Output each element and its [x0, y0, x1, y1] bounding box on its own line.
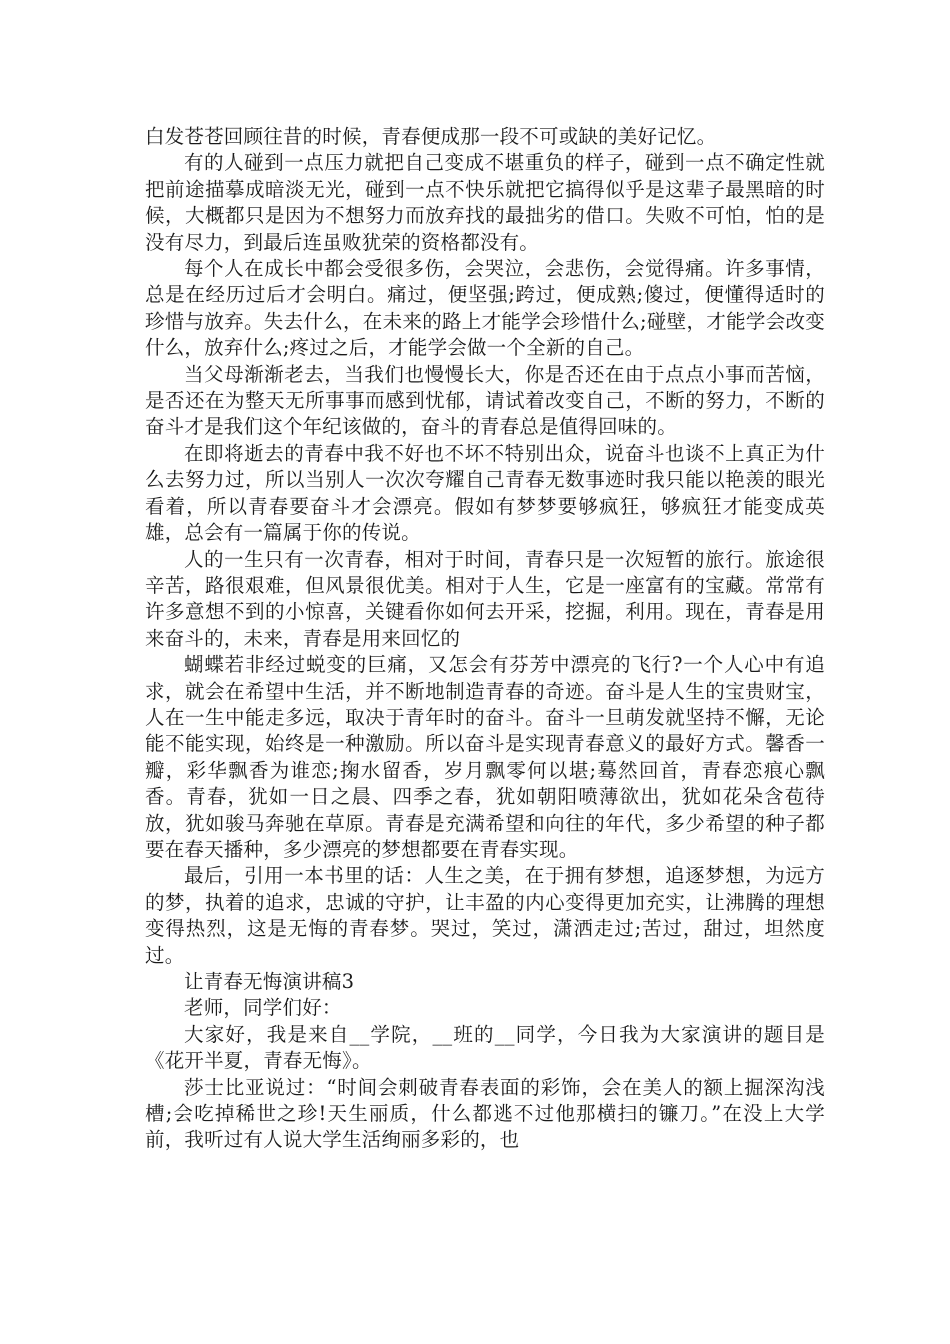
- paragraph-12: 莎士比亚说过：“时间会刺破青春表面的彩饰，会在美人的额上掘深沟浅槽;会吃掉稀世之珍!天生丽质，什么都逃不过他那横扫的镰刀。”在没上大学前，我听过有人说大学生活绚丽多彩的，也: [145, 1075, 825, 1152]
- section-heading: 让青春无悔演讲稿3: [184, 970, 355, 993]
- salutation: 老师，同学们好：: [184, 996, 342, 1020]
- paragraph-4: 当父母渐渐老去，当我们也慢慢长大，你是否还在由于点点小事而苦恼，是否还在为整天无所事事而感到忧郁，请试着改变自己，不断的努力，不断的奋斗才是我们这个年纪该做的，奋斗的青春总是值得回味的。: [145, 362, 825, 439]
- paragraph-1: 白发苍苍回顾往昔的时候，青春便成那一段不可或缺的美好记忆。: [145, 125, 717, 148]
- paragraph-8: 最后，引用一本书里的话：人生之美，在于拥有梦想，追逐梦想，为远方的梦，执着的追求，忠诚的守护，让丰盈的内心变得更加充实，让沸腾的理想变得热烈，这是无悔的青春梦。哭过，笑过，潇洒走过;苦过，甜过，坦然度过。: [145, 864, 825, 967]
- paragraph-5: 在即将逝去的青春中我不好也不坏不特别出众，说奋斗也谈不上真正为什么去努力过，所以当别人一次次夸耀自己青春无数事迹时我只能以艳羡的眼光看着，所以青春要奋斗才会漂亮。假如有梦梦要够疯狂，够疯狂才能变成英雄，总会有一篇属于你的传说。: [145, 441, 825, 545]
- paragraph-2: 有的人碰到一点压力就把自己变成不堪重负的样子，碰到一点不确定性就把前途描摹成暗淡无光，碰到一点不快乐就把它搞得似乎是这辈子最黑暗的时候，大概都只是因为不想努力而放弃找的最拙劣的借口。失败不可怕，怕的是没有尽力，到最后连虽败犹荣的资格都没有。: [145, 151, 825, 254]
- paragraph-6: 人的一生只有一次青春，相对于时间，青春只是一次短暂的旅行。旅途很辛苦，路很艰难，但风景很优美。相对于人生，它是一座富有的宝藏。常常有许多意想不到的小惊喜，关键看你如何去开采，挖掘，利用。现在，青春是用来奋斗的，未来，青春是用来回忆的: [145, 547, 825, 650]
- document-body: [145, 124, 825, 1154]
- paragraph-7: 蝴蝶若非经过蜕变的巨痛，又怎会有芬芳中漂亮的飞行?一个人心中有追求，就会在希望中生活，并不断地制造青春的奇迹。奋斗是人生的宝贵财宝，人在一生中能走多远，取决于青年时的奋斗。奋斗一旦萌发就坚持不懈，无论能不能实现，始终是一种激励。所以奋斗是实现青春意义的最好方式。馨香一瓣，彩华飘香为谁恋;掬水留香，岁月飘零何以堪;蓦然回首，青春恋痕心飘香。青春，犹如一日之晨、四季之春，犹如朝阳喷薄欲出，犹如花朵含苞待放，犹如骏马奔驰在草原。青春是充满希望和向往的年代，多少希望的种子都要在春天播种，多少漂亮的梦想都要在青春实现。: [145, 653, 825, 861]
- paragraph-11: 大家好，我是来自__学院，__班的__同学，今日我为大家演讲的题目是《花开半夏，青春无悔》。: [145, 1022, 825, 1073]
- paragraph-3: 每个人在成长中都会受很多伤，会哭泣，会悲伤，会觉得痛。许多事情，总是在经历过后才会明白。痛过，便坚强;跨过，便成熟;傻过，便懂得适时的珍惜与放弃。失去什么，在未来的路上才能学会珍惜什么;碰壁，才能学会改变什么，放弃什么;疼过之后，才能学会做一个全新的自己。: [145, 257, 825, 360]
